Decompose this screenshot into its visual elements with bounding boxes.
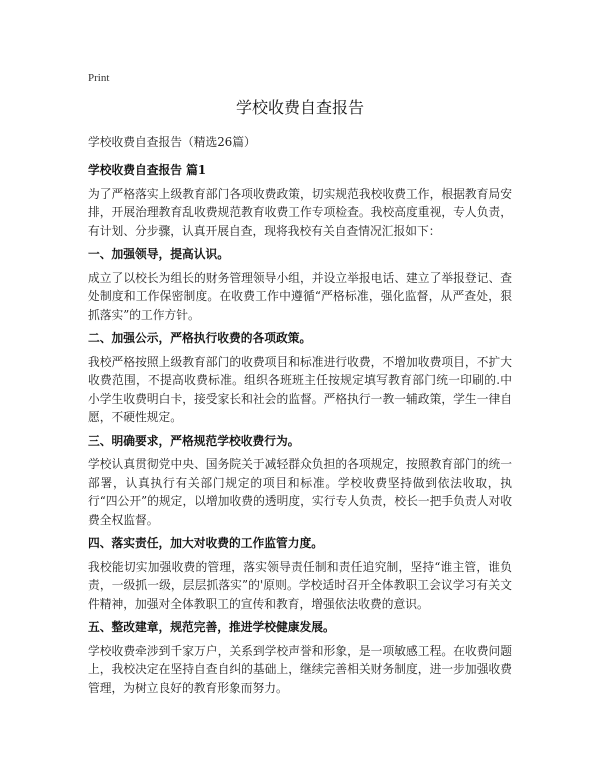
- section-body-3: 学校认真贯彻党中央、国务院关于减轻群众负担的各项规定，按照教育部门的统一部署，认真执行有关部门规定的项目和标准。学校收费坚持做到依法收取，执行“四公开”的规定，以增加收费的透明度，实行专人负责，校长一把手负责人对收费全权监督。: [88, 457, 512, 527]
- section-body-5: 学校收费牵涉到千家万户，关系到学校声誉和形象，是一项敏感工程。在收费问题上，我校决定在坚持自查自纠的基础上，继续完善相关财务制度，进一步加强收费管理，为树立良好的教育形象而努力。: [88, 643, 512, 695]
- intro-paragraph: 为了严格落实上级教育部门各项收费政策，切实规范我校收费工作，根据教育局安排，开展治理教育乱收费规范教育收费工作专项检查。我校高度重视，专人负责，有计划、分步骤，认真开展自查，现将我校有关自查情况汇报如下：: [88, 186, 512, 238]
- page-title: 学校收费自查报告: [235, 98, 364, 117]
- print-link[interactable]: Print: [88, 72, 110, 84]
- section-body-1: 成立了以校长为组长的财务管理领导小组，并设立举报电话、建立了举报登记、查处制度和工作保密制度。在收费工作中遵循“严格标准，强化监督，从严查处，狠抓落实”的工作方针。: [88, 270, 512, 322]
- article-heading: 学校收费自查报告 篇1: [88, 162, 207, 177]
- section-heading-4: 四、落实责任，加大对收费的工作监管力度。: [88, 536, 323, 551]
- section-body-4: 我校能切实加强收费的管理，落实领导责任制和责任追究制，坚持“谁主管，谁负责，一级抓一级，层层抓落实”的'原则。学校适时召开全体教职工会议学习有关文件精神，加强对全体教职工的宣传和教育，增强依法收费的意识。: [88, 559, 512, 611]
- section-heading-1: 一、加强领导，提高认识。: [88, 247, 229, 262]
- document-content: [88, 97, 512, 702]
- section-heading-3: 三、明确要求，严格规范学校收费行为。: [88, 433, 300, 448]
- section-heading-5: 五、整改建章，规范完善，推进学校健康发展。: [88, 620, 335, 635]
- section-heading-2: 二、加强公示，严格执行收费的各项政策。: [88, 331, 312, 346]
- section-body-2: 我校严格按照上级教育部门的收费项目和标准进行收费，不增加收费项目，不扩大收费范围，不提高收费标准。组织各班班主任按规定填写教育部门统一印刷的.中小学生收费明白卡，接受家长和社会的监督。严格执行一教一辅政策，学生一律自愿，不硬性规定。: [88, 354, 512, 425]
- document-subtitle: 学校收费自查报告（精选26篇）: [88, 134, 256, 149]
